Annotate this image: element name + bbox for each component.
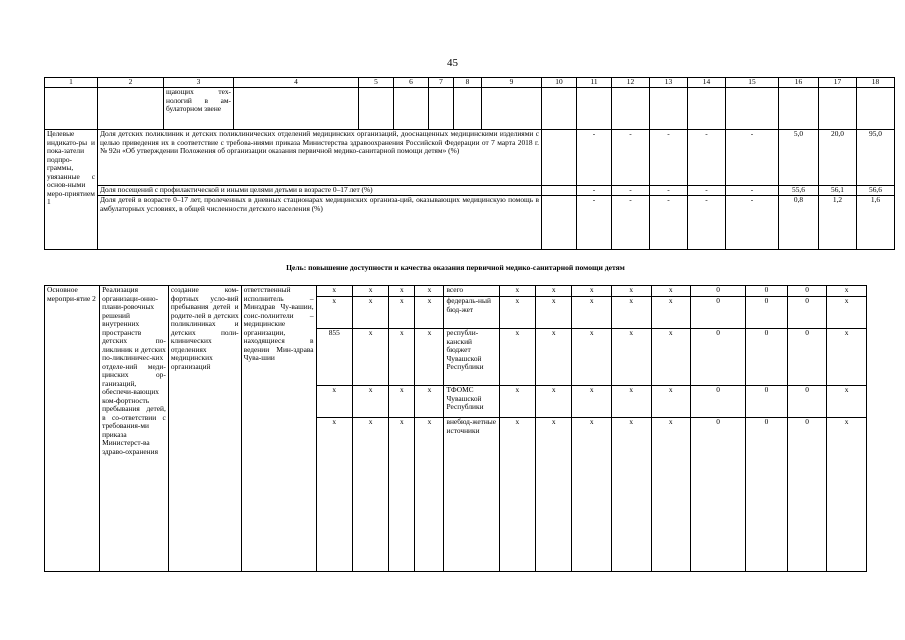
value-cell: 5,0: [779, 130, 819, 186]
value-cell: x: [611, 418, 651, 572]
cell: [359, 88, 394, 130]
code-cell: x: [352, 297, 388, 329]
value-cell: x: [611, 297, 651, 329]
value-cell: 1,6: [857, 196, 895, 250]
value-cell: x: [572, 297, 612, 329]
value-cell: 56,1: [819, 186, 857, 196]
cell: [454, 88, 482, 130]
measure-result: создание ком-фортных усло-вий пребывания детей и родите-лей в детских поликлиниках и детских поли-клинических отделениях медицинских организаций: [168, 286, 241, 572]
value-cell: -: [612, 196, 650, 250]
header-cell: 12: [612, 78, 650, 88]
funding-source: ТФОМС Чувашской Республики: [444, 386, 499, 418]
code-cell: x: [415, 297, 444, 329]
indicator-text: Доля посещений с профилактической и иными целями детьми в возрасте 0–17 лет (%): [98, 186, 542, 196]
code-cell: 855: [316, 329, 352, 386]
code-cell: x: [389, 386, 415, 418]
value-cell: 0: [746, 386, 788, 418]
header-cell: 1: [45, 78, 98, 88]
cell: [726, 88, 779, 130]
value-cell: x: [827, 286, 867, 297]
funding-source: федераль-ный бюд-жет: [444, 297, 499, 329]
indicator-row: [45, 196, 895, 250]
code-cell: x: [415, 329, 444, 386]
cell: [394, 88, 429, 130]
header-cell: 3: [164, 78, 234, 88]
cell: [857, 88, 895, 130]
value-cell: x: [536, 329, 572, 386]
header-cell: 16: [779, 78, 819, 88]
value-cell: x: [651, 418, 691, 572]
header-cell: 7: [429, 78, 454, 88]
measure-table: [44, 285, 867, 572]
value-cell: x: [499, 286, 535, 297]
value-cell: x: [611, 329, 651, 386]
value-cell: 0,8: [779, 196, 819, 250]
value-cell: x: [499, 329, 535, 386]
value-cell: 0: [691, 386, 746, 418]
value-cell: x: [572, 386, 612, 418]
header-cell: 13: [650, 78, 688, 88]
value-cell: x: [827, 297, 867, 329]
cell: [98, 88, 164, 130]
code-cell: x: [316, 297, 352, 329]
header-cell: 17: [819, 78, 857, 88]
value-cell: -: [650, 196, 688, 250]
value-cell: x: [536, 297, 572, 329]
cell: [482, 88, 542, 130]
continuation-row: [45, 88, 895, 130]
value-cell: 95,0: [857, 130, 895, 186]
cell: [688, 88, 726, 130]
cell: [650, 88, 688, 130]
cell: [45, 88, 98, 130]
value-cell: 20,0: [819, 130, 857, 186]
goal-heading: Цель: повышение доступности и качества оказания первичной медико-санитарной помощи детям: [286, 263, 625, 272]
value-cell: x: [827, 329, 867, 386]
header-row: [45, 78, 895, 88]
cell: [542, 186, 577, 196]
funding-source: республи-канский бюджет Чувашской Республики: [444, 329, 499, 386]
header-cell: 14: [688, 78, 726, 88]
measure-executor: ответственный исполнитель – Минздрав Чу-вашии, соис-полнители – медицинские организации, находящиеся в ведении Мин-здрава Чува-шии: [241, 286, 316, 572]
indicators-label: Целевые индикато-ры и пока-затели подпро-граммы, увязанные с основ-ными меро-приятием 1: [45, 130, 98, 250]
header-cell: 2: [98, 78, 164, 88]
value-cell: 56,6: [857, 186, 895, 196]
value-cell: x: [611, 286, 651, 297]
value-cell: 0: [787, 286, 827, 297]
cell: [819, 88, 857, 130]
value-cell: -: [688, 196, 726, 250]
indicator-row: [45, 186, 895, 196]
measure-label: Основное меропри-ятие 2: [45, 286, 100, 572]
code-cell: x: [389, 418, 415, 572]
value-cell: 0: [787, 297, 827, 329]
indicators-table: [44, 77, 895, 250]
value-cell: -: [688, 130, 726, 186]
value-cell: 0: [691, 418, 746, 572]
value-cell: x: [651, 297, 691, 329]
cell: [542, 196, 577, 250]
value-cell: x: [499, 418, 535, 572]
cell: [612, 88, 650, 130]
code-cell: x: [415, 386, 444, 418]
header-cell: 6: [394, 78, 429, 88]
value-cell: x: [827, 386, 867, 418]
cell: [234, 88, 359, 130]
value-cell: x: [499, 386, 535, 418]
measure-row: [45, 286, 867, 297]
code-cell: x: [352, 286, 388, 297]
header-cell: 11: [577, 78, 612, 88]
value-cell: 0: [746, 286, 788, 297]
indicator-text: Доля детей в возрасте 0–17 лет, пролеченных в дневных стационарах медицинских организа-ций, оказывающих медицинскую помощь в амбулаторных условиях, в общей численности детского населения (%): [98, 196, 542, 250]
value-cell: x: [572, 418, 612, 572]
value-cell: 0: [787, 418, 827, 572]
code-cell: x: [316, 418, 352, 572]
value-cell: x: [536, 286, 572, 297]
value-cell: x: [651, 286, 691, 297]
value-cell: -: [726, 196, 779, 250]
page-number: 45: [447, 57, 458, 69]
header-cell: 18: [857, 78, 895, 88]
code-cell: x: [415, 286, 444, 297]
value-cell: 0: [746, 418, 788, 572]
continued-text: щающих тех-нологий в ам-булаторном звене: [164, 88, 234, 130]
cell: [577, 88, 612, 130]
value-cell: -: [688, 186, 726, 196]
header-cell: 4: [234, 78, 359, 88]
code-cell: x: [352, 386, 388, 418]
header-cell: 9: [482, 78, 542, 88]
value-cell: x: [572, 329, 612, 386]
value-cell: x: [827, 418, 867, 572]
value-cell: 0: [746, 329, 788, 386]
value-cell: x: [651, 386, 691, 418]
value-cell: -: [650, 130, 688, 186]
value-cell: 0: [691, 286, 746, 297]
value-cell: -: [726, 186, 779, 196]
header-cell: 15: [726, 78, 779, 88]
cell: [779, 88, 819, 130]
value-cell: x: [611, 386, 651, 418]
cell: [542, 88, 577, 130]
value-cell: -: [726, 130, 779, 186]
indicator-row: [45, 130, 895, 186]
code-cell: x: [389, 297, 415, 329]
value-cell: -: [650, 186, 688, 196]
header-cell: 10: [542, 78, 577, 88]
cell: [542, 130, 577, 186]
value-cell: 0: [787, 329, 827, 386]
measure-description: Реализация организаци-онно-плани-ровочных решений внутренних пространств детских по-ликлиник и детских по-ликлиничес-ких отделе-ний меди-цинских ор-ганизаций, обеспечи-вающих ком-фортность пребывания детей, в со-ответствии с требования-ми приказа Министерст-ва здраво-охранения: [100, 286, 169, 572]
value-cell: 0: [691, 297, 746, 329]
code-cell: x: [389, 286, 415, 297]
value-cell: x: [499, 297, 535, 329]
value-cell: -: [612, 130, 650, 186]
code-cell: x: [389, 329, 415, 386]
code-cell: x: [316, 386, 352, 418]
value-cell: 0: [691, 329, 746, 386]
value-cell: x: [536, 418, 572, 572]
value-cell: 55,6: [779, 186, 819, 196]
code-cell: x: [316, 286, 352, 297]
code-cell: x: [352, 329, 388, 386]
indicator-text: Доля детских поликлиник и детских поликлинических отделений медицинских организаций, дооснащенных медицинскими изделиями с целью приведения их в соответствие с требова-ниями приказа Министерства здравоохранения Российской Федерации от 7 марта 2018 г. № 92н «Об утверждении Положения об организации оказания первичной медико-санитарной помощи детям» (%): [98, 130, 542, 186]
value-cell: 0: [787, 386, 827, 418]
cell: [429, 88, 454, 130]
header-cell: 5: [359, 78, 394, 88]
code-cell: x: [415, 418, 444, 572]
value-cell: 1,2: [819, 196, 857, 250]
header-cell: 8: [454, 78, 482, 88]
value-cell: x: [536, 386, 572, 418]
funding-source: внебюд-жетные источники: [444, 418, 499, 572]
value-cell: -: [577, 186, 612, 196]
value-cell: -: [577, 130, 612, 186]
funding-source: всего: [444, 286, 499, 297]
code-cell: x: [352, 418, 388, 572]
value-cell: -: [612, 186, 650, 196]
value-cell: -: [577, 196, 612, 250]
value-cell: x: [651, 329, 691, 386]
value-cell: 0: [746, 297, 788, 329]
value-cell: x: [572, 286, 612, 297]
